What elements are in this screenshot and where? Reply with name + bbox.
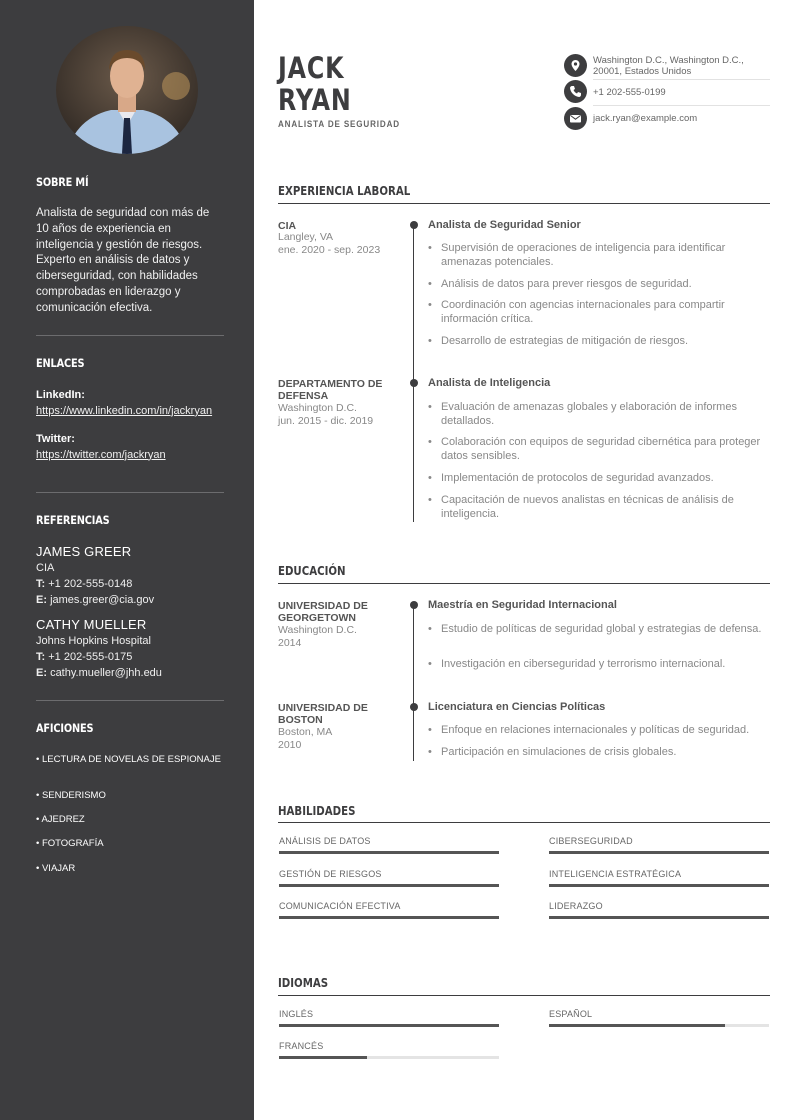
- timeline-line: [413, 224, 414, 522]
- links-heading: ENLACES: [36, 356, 85, 370]
- phone[interactable]: +1 202-555-0199: [593, 87, 666, 98]
- section-rule: [278, 583, 770, 584]
- reference-phone: +1 202-555-0175: [48, 650, 133, 663]
- education-degree: Maestría en Seguridad Internacional: [428, 599, 617, 611]
- full-name: [278, 52, 352, 116]
- skill-label: CIBERSEGURIDAD: [549, 836, 633, 846]
- timeline-dot: [410, 601, 418, 609]
- phone-label: T:: [36, 577, 46, 590]
- reference-name: JAMES GREER: [36, 544, 132, 559]
- reference-org: CIA: [36, 561, 55, 574]
- language-bar-fill: [279, 1056, 367, 1059]
- experience-location: Washington D.C.: [278, 402, 357, 414]
- email-label: E:: [36, 593, 47, 606]
- sidebar: [0, 0, 254, 1120]
- experience-role: Analista de Seguridad Senior: [428, 219, 581, 231]
- linkedin-label: LinkedIn:: [36, 389, 85, 401]
- language-label: INGLÉS: [279, 1009, 314, 1019]
- address-line2: 20001, Estados Unidos: [593, 66, 692, 77]
- about-text: Analista de seguridad con más de 10 años de experiencia en inteligencia y gestión de riesgos. Experto en análisis de datos y ciberseguridad, con habilidades comprobadas en liderazgo y comunicación efectiva.: [36, 207, 210, 314]
- experience-bullet: • Capacitación de nuevos analistas en técnicas de análisis de inteligencia.: [428, 493, 773, 521]
- location-icon: [564, 54, 587, 77]
- education-location: Washington D.C.: [278, 624, 357, 636]
- email-label: E:: [36, 666, 47, 679]
- skill-label: INTELIGENCIA ESTRATÉGICA: [549, 869, 682, 879]
- skill-bar-fill: [549, 851, 769, 854]
- education-dates: 2014: [278, 637, 302, 649]
- reference-org: Johns Hopkins Hospital: [36, 634, 151, 647]
- skill-item: [279, 836, 499, 846]
- education-dates: 2010: [278, 739, 302, 751]
- experience-bullet: • Colaboración con equipos de seguridad cibernética para proteger datos sensibles.: [428, 435, 773, 463]
- skill-bar: [279, 884, 499, 887]
- address-line1: Washington D.C., Washington D.C.,: [593, 55, 744, 66]
- education-location: Boston, MA: [278, 726, 333, 738]
- skill-item: [549, 901, 769, 911]
- reference-phone: +1 202-555-0148: [48, 577, 133, 590]
- experience-dates: ene. 2020 - sep. 2023: [278, 244, 381, 256]
- timeline-dot: [410, 703, 418, 711]
- language-bar-fill: [549, 1024, 725, 1027]
- experience-heading: EXPERIENCIA LABORAL: [278, 184, 411, 198]
- hobby-item: • SENDERISMO: [36, 790, 106, 801]
- reference-2: [36, 617, 222, 681]
- hobby-item: • AJEDREZ: [36, 814, 85, 825]
- reference-email: james.greer@cia.gov: [50, 593, 155, 606]
- skill-bar-fill: [279, 851, 499, 854]
- divider: [36, 700, 224, 701]
- skill-label: GESTIÓN DE RIESGOS: [279, 869, 382, 879]
- language-item: [549, 1009, 769, 1019]
- job-title: ANALISTA DE SEGURIDAD: [278, 119, 400, 130]
- skill-label: ANÁLISIS DE DATOS: [279, 836, 371, 846]
- divider: [593, 105, 770, 106]
- section-rule: [278, 995, 770, 996]
- timeline-dot: [410, 379, 418, 387]
- section-rule: [278, 822, 770, 823]
- references-heading: REFERENCIAS: [36, 513, 110, 527]
- education-bullet: • Enfoque en relaciones internacionales y políticas de seguridad.: [428, 723, 773, 737]
- phone-icon: [564, 80, 587, 103]
- skill-bar-fill: [549, 916, 769, 919]
- skill-bar: [279, 916, 499, 919]
- twitter-link[interactable]: https://twitter.com/jackryan: [36, 448, 166, 461]
- phone-label: T:: [36, 650, 46, 663]
- skill-label: COMUNICACIÓN EFECTIVA: [279, 901, 401, 911]
- languages-heading: IDIOMAS: [278, 976, 329, 990]
- language-bar: [279, 1056, 499, 1059]
- skill-bar-fill: [279, 884, 499, 887]
- education-bullet: • Estudio de políticas de seguridad global y estrategias de defensa.: [428, 622, 773, 636]
- divider: [593, 79, 770, 80]
- skill-bar: [549, 851, 769, 854]
- education-bullet: • Investigación en ciberseguridad y terrorismo internacional.: [428, 657, 773, 671]
- reference-email: cathy.mueller@jhh.edu: [50, 666, 162, 679]
- skill-item: [549, 869, 769, 879]
- language-item: [279, 1009, 499, 1019]
- hobby-item: • VIAJAR: [36, 863, 76, 874]
- experience-bullet: • Implementación de protocolos de seguridad avanzados.: [428, 471, 773, 485]
- education-heading: EDUCACIÓN: [278, 564, 346, 578]
- skill-label: LIDERAZGO: [549, 901, 603, 911]
- timeline-dot: [410, 221, 418, 229]
- about-heading: SOBRE MÍ: [36, 175, 89, 189]
- skill-bar-fill: [279, 916, 499, 919]
- experience-bullet: • Coordinación con agencias internacionales para compartir información crítica.: [428, 298, 773, 326]
- profile-photo: [56, 26, 198, 154]
- skill-bar-fill: [549, 884, 769, 887]
- language-label: FRANCÉS: [279, 1041, 324, 1051]
- skill-bar: [549, 884, 769, 887]
- hobbies-heading: AFICIONES: [36, 721, 94, 735]
- education-bullet: • Participación en simulaciones de crisis globales.: [428, 745, 773, 759]
- language-bar-fill: [279, 1024, 499, 1027]
- last-name: RYAN: [278, 83, 352, 117]
- reference-name: CATHY MUELLER: [36, 617, 147, 632]
- skill-item: [549, 836, 769, 846]
- skill-item: [279, 869, 499, 879]
- skill-item: [279, 901, 499, 911]
- section-rule: [278, 203, 770, 204]
- education-org: UNIVERSIDAD DE BOSTON: [278, 702, 368, 726]
- experience-role: Analista de Inteligencia: [428, 377, 551, 389]
- timeline-line: [413, 604, 414, 761]
- skills-heading: HABILIDADES: [278, 804, 356, 818]
- hobby-item: • FOTOGRAFÍA: [36, 838, 104, 849]
- first-name: JACK: [278, 51, 345, 85]
- experience-bullet: • Desarrollo de estrategias de mitigación de riesgos.: [428, 334, 773, 348]
- experience-bullet: • Supervisión de operaciones de inteligencia para identificar amenazas potenciales.: [428, 241, 773, 269]
- divider: [36, 492, 224, 493]
- linkedin-link[interactable]: https://www.linkedin.com/in/jackryan: [36, 404, 213, 417]
- experience-org: CIA: [278, 220, 297, 232]
- hobby-item: • LECTURA DE NOVELAS DE ESPIONAJE: [36, 754, 221, 765]
- language-bar: [279, 1024, 499, 1027]
- education-org: UNIVERSIDAD DE GEORGETOWN: [278, 600, 368, 624]
- email[interactable]: jack.ryan@example.com: [593, 113, 698, 124]
- experience-bullet: • Análisis de datos para prever riesgos de seguridad.: [428, 277, 773, 291]
- language-bar: [549, 1024, 769, 1027]
- experience-bullet: • Evaluación de amenazas globales y elaboración de informes detallados.: [428, 400, 773, 428]
- reference-1: [36, 544, 222, 608]
- education-degree: Licenciatura en Ciencias Políticas: [428, 701, 606, 713]
- links-block: [36, 388, 222, 462]
- language-label: ESPAÑOL: [549, 1009, 593, 1019]
- email-icon: [564, 107, 587, 130]
- experience-dates: jun. 2015 - dic. 2019: [278, 415, 374, 427]
- twitter-label: Twitter:: [36, 432, 75, 445]
- divider: [36, 335, 224, 336]
- language-item: [279, 1041, 499, 1051]
- skill-bar: [279, 851, 499, 854]
- skill-bar: [549, 916, 769, 919]
- experience-org: DEPARTAMENTO DE DEFENSA: [278, 378, 383, 402]
- experience-location: Langley, VA: [278, 231, 334, 243]
